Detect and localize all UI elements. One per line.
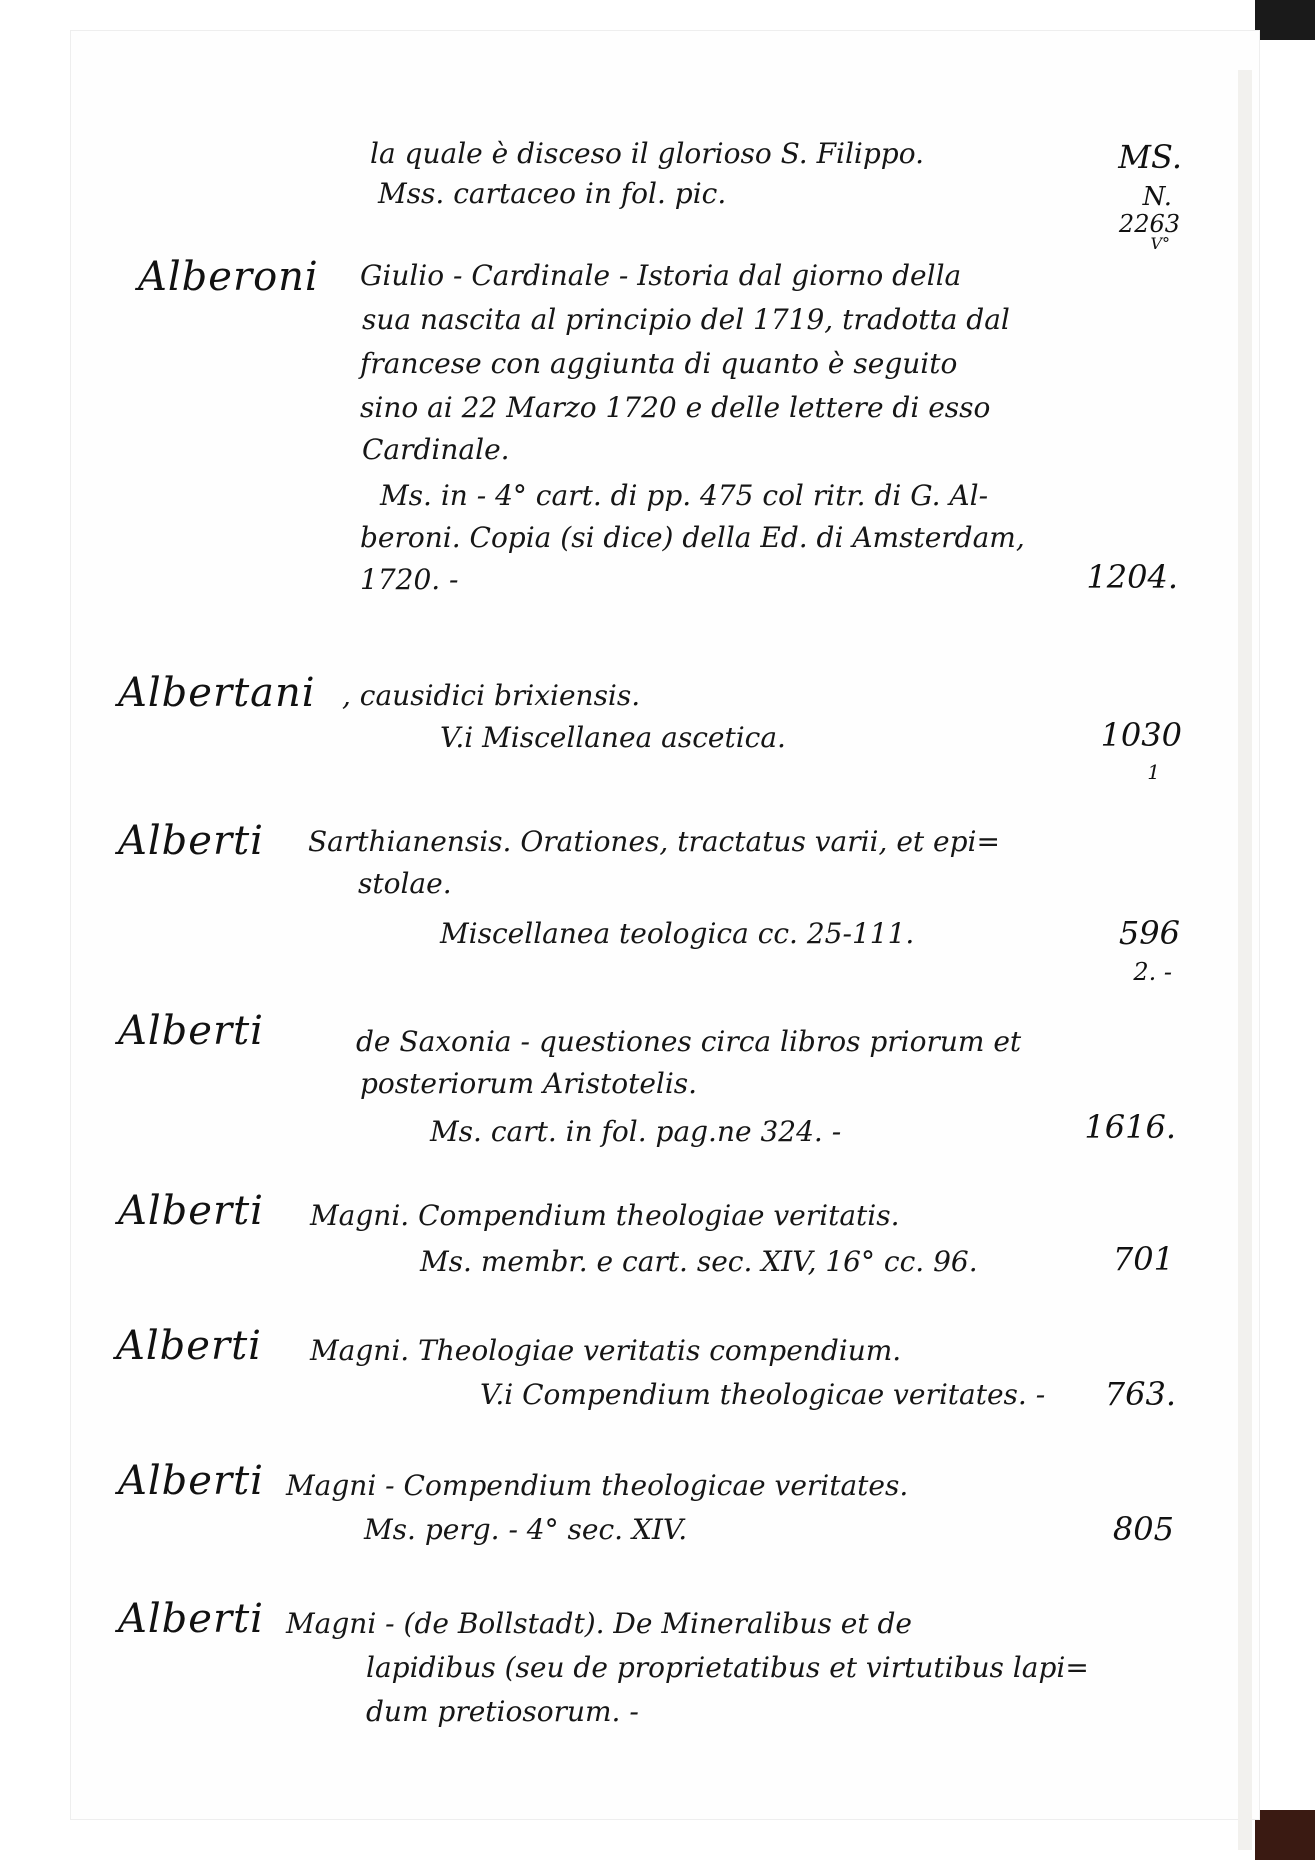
entry-line: Magni - (de Bollstadt). De Mineralibus et de bbox=[286, 1607, 912, 1640]
entry-line: Cardinale. bbox=[362, 433, 510, 466]
ref-number: 2263 bbox=[1118, 210, 1180, 238]
entry-heading: Alberti bbox=[118, 1188, 264, 1234]
entry-line: francese con aggiunta di quanto è seguito bbox=[360, 347, 958, 380]
entry-line: Ms. in - 4° cart. di pp. 475 col ritr. di G. Al- bbox=[380, 479, 989, 512]
ref-number: N. bbox=[1142, 182, 1172, 212]
entry-line: la quale è disceso il glorioso S. Filippo. bbox=[370, 137, 924, 170]
entry-line: posteriorum Aristotelis. bbox=[360, 1067, 698, 1100]
entry-line: beroni. Copia (si dice) della Ed. di Amsterdam, bbox=[360, 521, 1025, 554]
ref-number: 2. - bbox=[1133, 958, 1172, 986]
entry-line: stolae. bbox=[358, 867, 452, 900]
entry-line: , causidici brixiensis. bbox=[342, 679, 641, 712]
entry-line: Giulio - Cardinale - Istoria dal giorno della bbox=[360, 259, 962, 292]
page-edge bbox=[1238, 70, 1252, 1850]
ref-number: MS. bbox=[1118, 138, 1182, 176]
ref-number: 805 bbox=[1112, 1510, 1174, 1548]
ref-number: 1 bbox=[1147, 760, 1160, 784]
entry-heading: Alberoni bbox=[138, 254, 319, 300]
entry-line: dum pretiosorum. - bbox=[366, 1695, 639, 1728]
entry-line: Ms. cart. in fol. pag.ne 324. - bbox=[430, 1115, 842, 1148]
scan-border-top-right bbox=[1255, 0, 1315, 40]
entry-line: Magni - Compendium theologicae veritates. bbox=[286, 1469, 909, 1502]
entry-heading: Albertani bbox=[118, 670, 316, 716]
ref-number: 701 bbox=[1112, 1240, 1174, 1278]
entry-line: Ms. membr. e cart. sec. XIV, 16° cc. 96. bbox=[420, 1245, 978, 1278]
scan-border-bottom-right bbox=[1255, 1810, 1315, 1860]
entry-line: Mss. cartaceo in fol. pic. bbox=[378, 177, 727, 210]
manuscript-page bbox=[70, 30, 1260, 1820]
ref-number: 1204. bbox=[1086, 558, 1178, 596]
entry-line: Magni. Theologiae veritatis compendium. bbox=[310, 1334, 902, 1367]
entry-heading: Alberti bbox=[118, 1596, 264, 1642]
entry-heading: Alberti bbox=[118, 818, 264, 864]
entry-line: sino ai 22 Marzo 1720 e delle lettere di esso bbox=[360, 391, 991, 424]
entry-line: sua nascita al principio del 1719, tradotta dal bbox=[362, 303, 1010, 336]
entry-line: 1720. - bbox=[360, 563, 459, 596]
ref-number: 763. bbox=[1104, 1375, 1176, 1413]
entry-line: Ms. perg. - 4° sec. XIV. bbox=[364, 1513, 688, 1546]
entry-heading: Alberti bbox=[118, 1458, 264, 1504]
entry-line: lapidibus (seu de proprietatibus et virtutibus lapi= bbox=[366, 1651, 1089, 1684]
ref-number: 1030 bbox=[1100, 716, 1182, 754]
entry-line: Sarthianensis. Orationes, tractatus varii, et epi= bbox=[308, 825, 1000, 858]
ref-number: 1616. bbox=[1084, 1108, 1176, 1146]
ref-number: V° bbox=[1150, 234, 1170, 253]
entry-heading: Alberti bbox=[118, 1008, 264, 1054]
entry-line: Magni. Compendium theologiae veritatis. bbox=[310, 1199, 900, 1232]
ref-number: 596 bbox=[1118, 914, 1180, 952]
entry-line: Miscellanea teologica cc. 25-111. bbox=[440, 917, 915, 950]
entry-heading: Alberti bbox=[116, 1323, 262, 1369]
entry-line: V.i Miscellanea ascetica. bbox=[440, 721, 786, 754]
entry-line: de Saxonia - questiones circa libros priorum et bbox=[356, 1025, 1022, 1058]
entry-line: V.i Compendium theologicae veritates. - bbox=[480, 1378, 1046, 1411]
